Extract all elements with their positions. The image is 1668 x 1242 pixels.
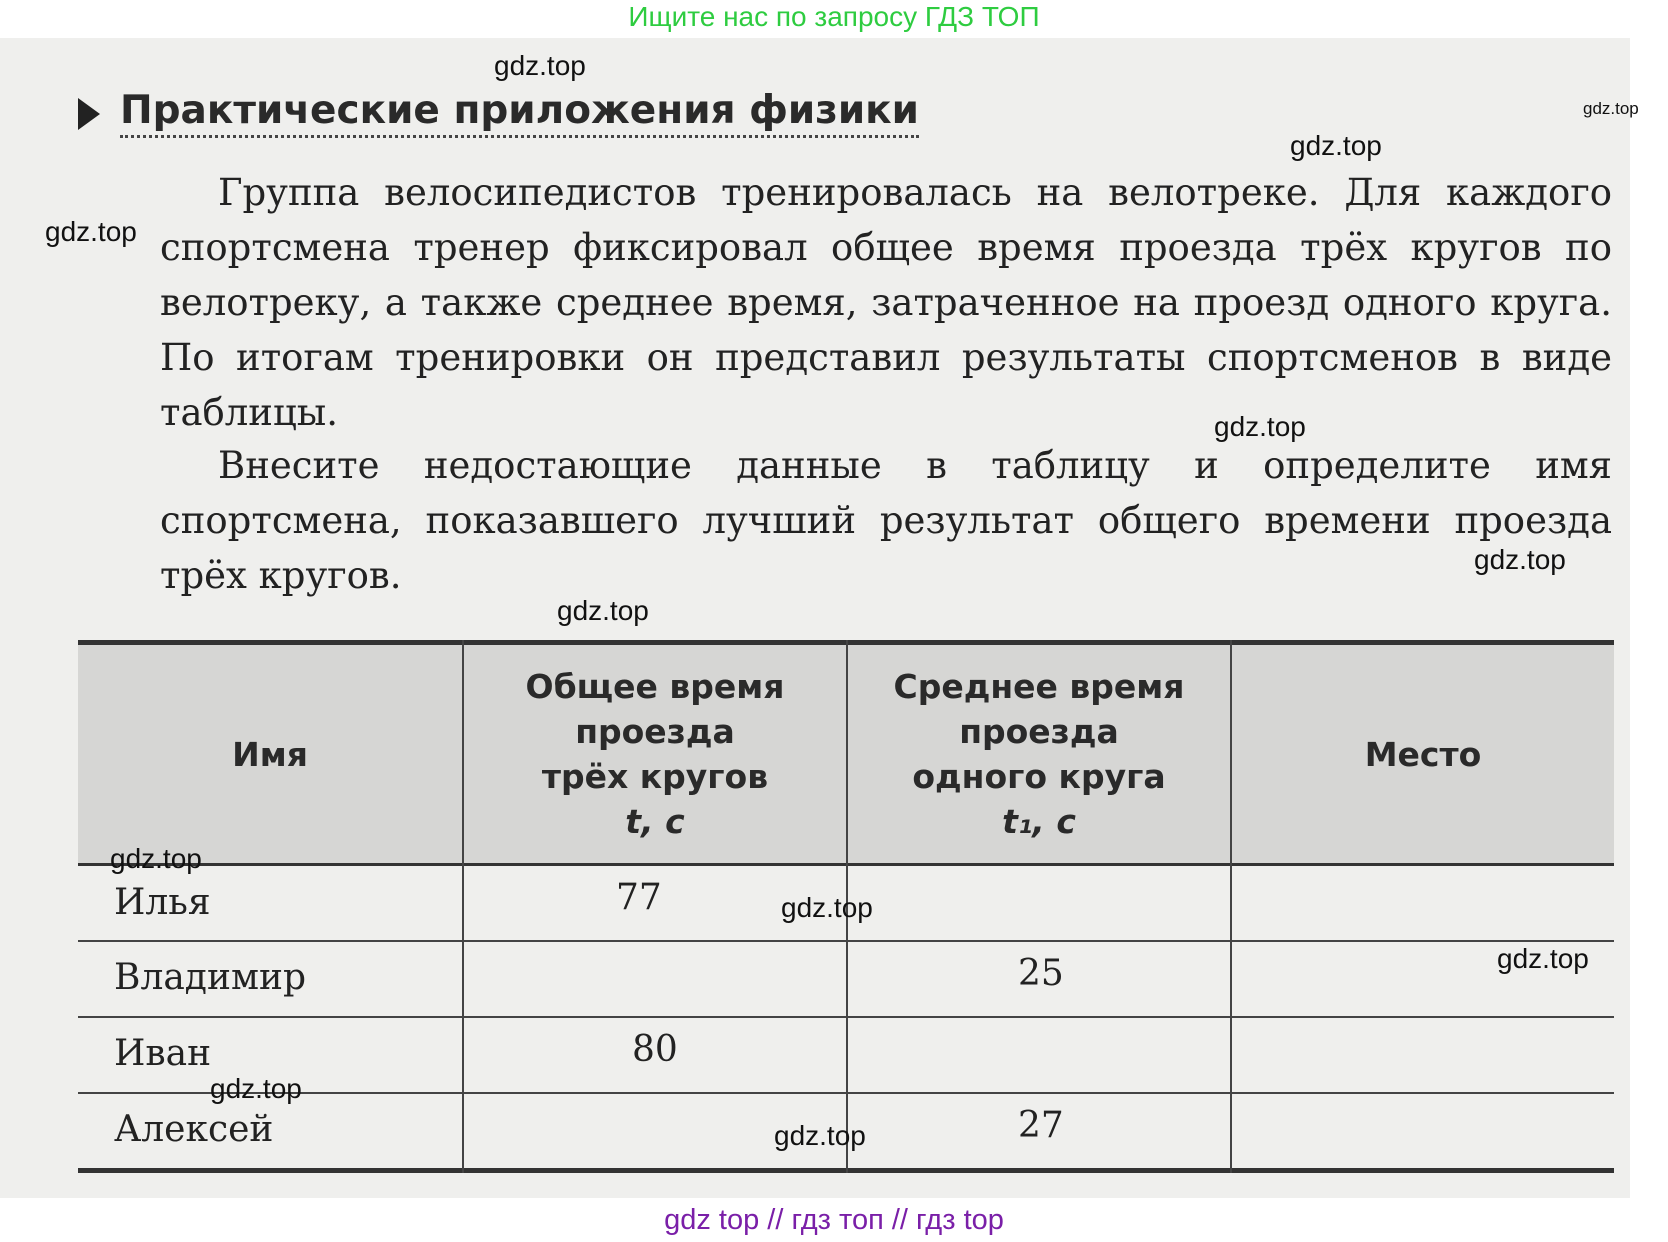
cell-name: Алексей <box>114 1109 274 1150</box>
section-title: Практические приложения физики <box>120 88 919 138</box>
header-place: Место <box>1364 734 1482 774</box>
watermark: gdz.top <box>557 595 649 626</box>
watermark: gdz.top <box>110 843 202 874</box>
header-avg-time: Среднее время проезда одного круга t₁, c <box>893 667 1185 841</box>
cell-avg: 27 <box>1018 1105 1064 1146</box>
watermark: gdz.top <box>1583 99 1639 118</box>
watermark: gdz.top <box>494 50 586 81</box>
triangle-bullet-icon <box>78 98 100 130</box>
cell-name: Иван <box>114 1033 212 1074</box>
watermark: gdz.top <box>1474 544 1566 575</box>
watermark: gdz.top <box>1214 411 1306 442</box>
watermark: gdz.top <box>45 216 137 247</box>
cell-name: Илья <box>114 882 211 923</box>
cell-avg: 25 <box>1018 953 1064 994</box>
paragraph-2: Внесите недостающие данные в таблицу и определите имя спортсмена, показавшего лучший результат общего времени проезда трёх кругов. <box>160 444 1612 597</box>
cell-total: 77 <box>616 877 662 918</box>
watermark: gdz.top <box>1497 943 1589 974</box>
cell-name: Владимир <box>114 957 306 998</box>
watermark: gdz.top <box>774 1120 866 1151</box>
header-name: Имя <box>232 734 308 774</box>
cell-total: 80 <box>632 1029 678 1070</box>
watermark: gdz.top <box>1290 130 1382 161</box>
bottom-banner: gdz top // гдз топ // гдз top <box>664 1204 1004 1236</box>
paragraph-1: Группа велосипедистов тренировалась на велотреке. Для каждого спортсмена тренер фиксировал общее время проезда трёх кругов по велотреку, а также среднее время, затраченное на проезд одного круга. По итогам тренировки он представил результаты спортсменов в виде таблицы. <box>160 171 1612 434</box>
header-total-time: Общее время проезда трёх кругов t, c <box>525 667 785 841</box>
section-heading <box>78 88 978 144</box>
watermark: gdz.top <box>781 892 873 923</box>
watermark: gdz.top <box>210 1073 302 1104</box>
top-banner: Ищите нас по запросу ГДЗ ТОП <box>628 1 1040 32</box>
